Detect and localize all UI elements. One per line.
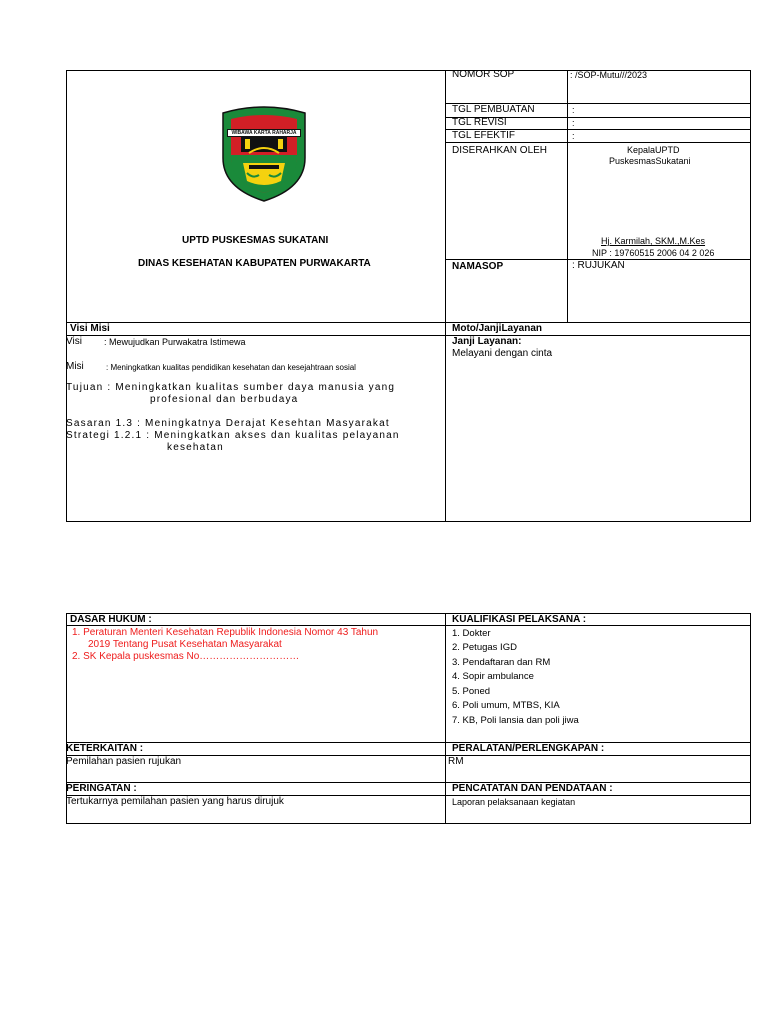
- peralatan-value: RM: [448, 756, 464, 767]
- tgl-revisi-label: TGL REVISI: [452, 117, 507, 128]
- janji-label: Janji Layanan:: [452, 336, 522, 347]
- peralatan-heading: PERALATAN/PERLENGKAPAN :: [452, 743, 605, 754]
- kualifikasi-heading: KUALIFIKASI PELAKSANA :: [452, 614, 587, 625]
- tgl-efektif-value: :: [572, 131, 575, 141]
- tgl-pembuatan-value: :: [572, 105, 575, 115]
- tgl-pembuatan-label: TGL PEMBUATAN: [452, 104, 535, 115]
- kepala-line1: KepalaUPTD: [627, 145, 680, 155]
- moto-heading: Moto/JanjiLayanan: [452, 323, 543, 334]
- divider: [66, 782, 751, 783]
- divider: [66, 322, 751, 323]
- pencatatan-heading: PENCATATAN DAN PENDATAAN :: [452, 783, 613, 794]
- dasar-hukum-item1-line1: 1. Peraturan Menteri Kesehatan Republik Indonesia Nomor 43 Tahun: [72, 627, 379, 638]
- pencatatan-value: Laporan pelaksanaan kegiatan: [452, 797, 576, 807]
- kualifikasi-item: 4. Sopir ambulance: [452, 671, 534, 682]
- divider: [66, 625, 751, 626]
- visi-value: : Mewujudkan Purwakatra Istimewa: [104, 337, 246, 347]
- dasar-hukum-heading: DASAR HUKUM :: [70, 614, 152, 625]
- strategi-line2: kesehatan: [167, 442, 224, 453]
- signer-name: Hj. Karmilah, SKM.,M.Kes: [601, 236, 706, 246]
- tgl-revisi-value: :: [572, 118, 575, 128]
- kualifikasi-item: 1. Dokter: [452, 628, 491, 639]
- sop-header-table: [66, 70, 751, 522]
- logo-banner: WIBAWA KARTA RAHARJA: [227, 129, 301, 137]
- org-name: UPTD PUSKESMAS SUKATANI: [182, 235, 329, 246]
- kualifikasi-item: 6. Poli umum, MTBS, KIA: [452, 700, 560, 711]
- keterkaitan-value: Pemilahan pasien rujukan: [66, 756, 182, 767]
- divider: [567, 70, 568, 322]
- misi-label: Misi: [66, 361, 84, 372]
- peringatan-value: Tertukarnya pemilahan pasien yang harus dirujuk: [66, 796, 284, 807]
- sasaran: Sasaran 1.3 : Meningkatnya Derajat Kesehtan Masyarakat: [66, 418, 390, 429]
- dasar-hukum-item2: 2. SK Kepala puskesmas No…………………………: [72, 651, 300, 662]
- peringatan-heading: PERINGATAN :: [66, 783, 137, 794]
- kualifikasi-item: 7. KB, Poli lansia dan poli jiwa: [452, 715, 579, 726]
- tujuan-line2: profesional dan berbudaya: [150, 394, 299, 405]
- divider: [445, 142, 751, 143]
- kualifikasi-item: 5. Poned: [452, 686, 491, 697]
- nomor-sop-value: : /SOP-Mutu///2023: [570, 70, 648, 80]
- dasar-hukum-item1-line2: 2019 Tentang Pusat Kesehatan Masyarakat: [88, 639, 282, 650]
- tgl-efektif-label: TGL EFEKTIF: [452, 130, 515, 141]
- divider: [66, 742, 751, 743]
- tujuan-line1: Tujuan : Meningkatkan kualitas sumber daya manusia yang: [66, 382, 396, 393]
- dept-name: DINAS KESEHATAN KABUPATEN PURWAKARTA: [138, 258, 371, 269]
- visi-misi-heading: Visi Misi: [70, 323, 110, 334]
- keterkaitan-heading: KETERKAITAN :: [66, 743, 144, 754]
- janji-value: Melayani dengan cinta: [452, 348, 553, 359]
- diserahkan-label: DISERAHKAN OLEH: [452, 145, 548, 156]
- strategi-line1: Strategi 1.2.1 : Meningkatkan akses dan kualitas pelayanan: [66, 430, 400, 441]
- misi-value: : Meningkatkan kualitas pendidikan kesehatan dan kesejahtraan sosial: [106, 363, 356, 372]
- purwakarta-logo: [219, 103, 309, 203]
- namasop-value: : RUJUKAN: [572, 260, 625, 271]
- namasop-label: NAMASOP: [452, 261, 504, 272]
- divider: [445, 70, 446, 522]
- kepala-line2: PuskesmasSukatani: [609, 156, 691, 166]
- signer-nip: NIP : 19760515 2006 04 2 026: [592, 248, 715, 258]
- kualifikasi-item: 2. Petugas IGD: [452, 642, 517, 653]
- visi-label: Visi: [66, 336, 82, 347]
- divider: [445, 613, 446, 824]
- kualifikasi-item: 3. Pendaftaran dan RM: [452, 657, 551, 668]
- divider: [66, 335, 751, 336]
- nomor-sop-label: NOMOR SOP: [452, 69, 515, 80]
